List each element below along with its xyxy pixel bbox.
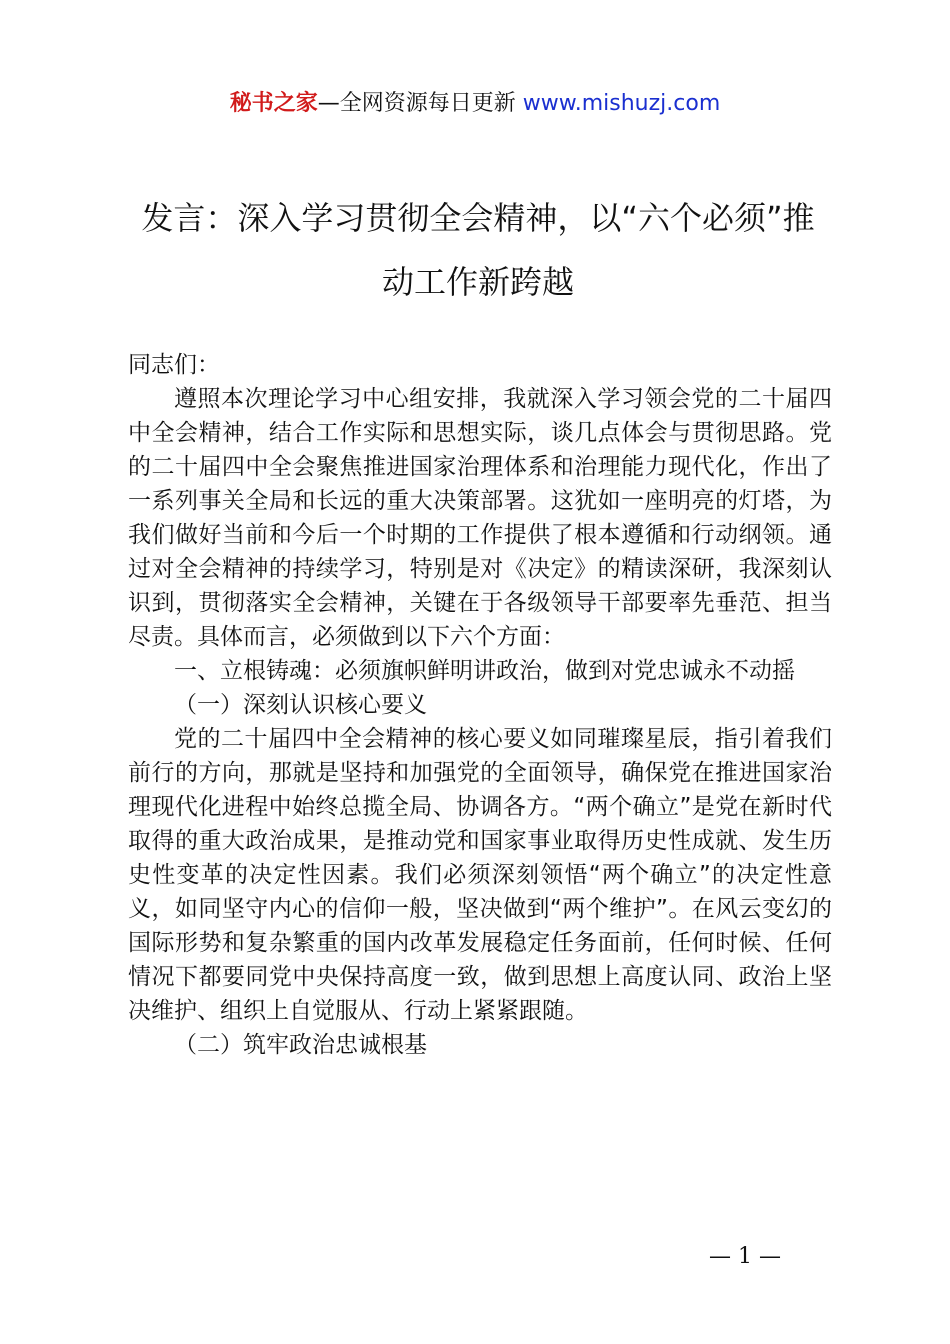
brand-name: 秘书之家 [229, 91, 318, 116]
document-title: 发言：深入学习贯彻全会精神，以“六个必须”推动工作新跨越 [141, 199, 815, 301]
body-paragraph: 党的二十届四中全会精神的核心要义如同璀璨星辰，指引着我们前行的方向，那就是坚持和加强党的全面领导，确保党在推进国家治理现代化进程中始终总揽全局、协调各方。“两个确立”是党在新时代取得的重大政治成果，是推动党和国家事业取得历史性成就、发生历史性变革的决定性因素。我们必须深刻领悟“两个确立”的决定性意义，如同坚守内心的信仰一般，坚决做到“两个维护”。在风云变幻的国际形势和复杂繁重的国内改革发展稳定任务面前，任何时候、任何情况下都要同党中央保持高度一致，做到思想上高度认同、政治上坚决维护、组织上自觉服从、行动上紧紧跟随。 [128, 726, 832, 1024]
intro-paragraph: 遵照本次理论学习中心组安排，我就深入学习领会党的二十届四中全会精神，结合工作实际和思想实际，谈几点体会与贯彻思路。党的二十届四中全会聚焦推进国家治理体系和治理能力现代化，作出了一系列事关全局和长远的重大决策部署。这犹如一座明亮的灯塔，为我们做好当前和今后一个时期的工作提供了根本遵循和行动纲领。通过对全会精神的持续学习，特别是对《决定》的精读深研，我深刻认识到，贯彻落实全会精神，关键在于各级领导干部要率先垂范、担当尽责。具体而言，必须做到以下六个方面： [128, 386, 832, 650]
header-tagline: —全网资源每日更新 [317, 91, 516, 116]
subsection-heading-1-2: （二）筑牢政治忠诚根基 [174, 1032, 427, 1058]
document-body [128, 348, 832, 1062]
salutation: 同志们： [128, 352, 220, 378]
subsection-heading-1-1: （一）深刻认识核心要义 [174, 692, 427, 718]
page-number: — 1 — [709, 1244, 781, 1269]
section-heading-1: 一、立根铸魂：必须旗帜鲜明讲政治，做到对党忠诚永不动摇 [174, 658, 795, 684]
site-header [0, 88, 950, 120]
site-url-link[interactable]: www.mishuzj.com [522, 91, 721, 116]
